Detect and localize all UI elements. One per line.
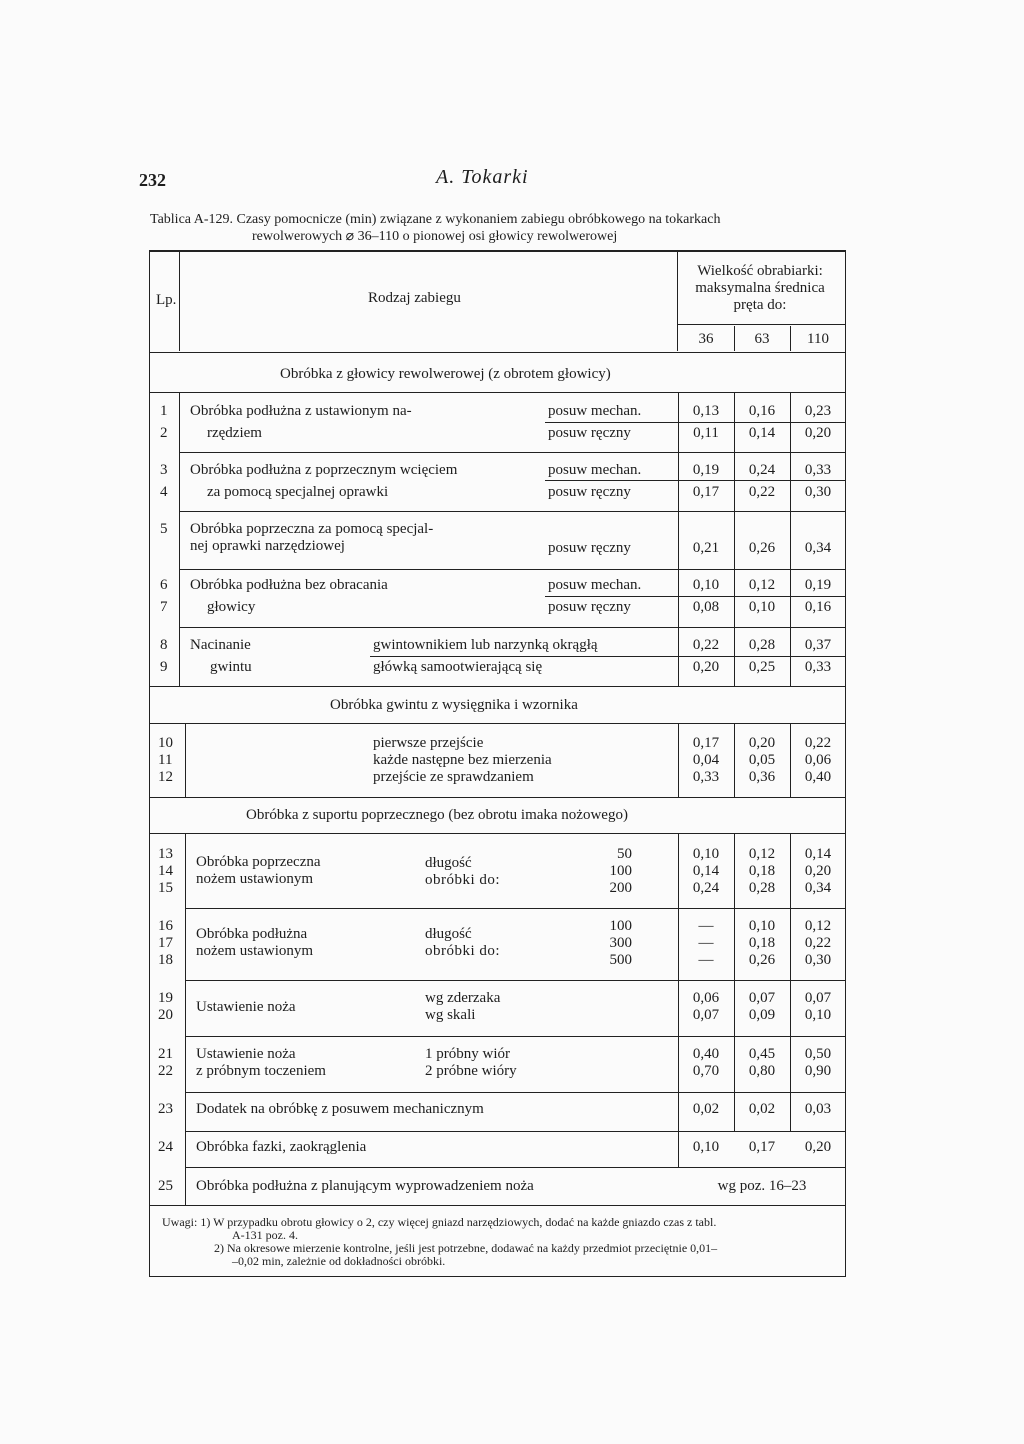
row-9-mode: główką samootwierającą się [373,659,543,675]
row-1-text: Obróbka podłużna z ustawionym na- [190,403,412,419]
row-25-text: Obróbka podłużna z planującym wyprowadzeniem noża [196,1178,534,1194]
row-9-value-63: 0,25 [748,659,776,675]
row-9-value-110: 0,33 [804,659,832,675]
rows-21-22-values-63: 0,45 0,80 [748,1046,776,1079]
row-8-lp: 8 [160,637,168,653]
header-size-36: 36 [698,331,714,347]
header-wielkosc-line1: Wielkość obrabiarki: [697,263,823,279]
rows-16-18-text-line1: Obróbka podłużna [196,926,308,942]
header-lp: Lp. [156,292,177,308]
section-heading-glowica: Obróbka z głowicy rewolwerowej (z obrotem głowicy) [280,366,611,382]
row-1-mode: posuw mechan. [548,403,642,419]
row-3-value-110: 0,33 [804,462,832,478]
row-6-value-110: 0,19 [804,577,832,593]
header-size-63: 63 [754,331,770,347]
row-8-mode: gwintownikiem lub narzynką okrągłą [373,637,598,653]
header-wielkosc-line3: pręta do: [733,297,787,313]
page-number: 232 [139,170,166,190]
row-8-value-63: 0,28 [748,637,776,653]
row-4-value-36: 0,17 [692,484,720,500]
row-9-text: gwintu [210,659,252,675]
rows-13-15-lengths: 50 100 200 [609,846,632,896]
row-6-value-36: 0,10 [692,577,720,593]
table-caption-line2: rewolwerowych ⌀ 36–110 o pionowej osi głowicy rewolwerowej [252,229,618,244]
row-5-value-63: 0,26 [748,540,776,556]
row-2-value-63: 0,14 [748,425,776,441]
section-heading-gwint: Obróbka gwintu z wysięgnika i wzornika [330,697,578,713]
row-24-value-36: 0,10 [692,1139,720,1155]
rows-13-15-values-36: 0,10 0,14 0,24 [692,846,720,896]
row-25-lp: 25 [158,1178,173,1194]
rows-16-18-lengths: 100 300 500 [609,918,632,968]
running-head: A. Tokarki [436,166,529,188]
row-23-value-63: 0,02 [748,1101,776,1117]
rows-19-20-values-36: 0,06 0,07 [692,990,720,1023]
note-2: 2) Na okresowe mierzenie kontrolne, jeśli jest potrzebne, dodawać na każdy przedmiot przeciętnie 0,01– [214,1241,718,1255]
row-2-lp: 2 [160,425,168,441]
row-6-text: Obróbka podłużna bez obracania [190,577,388,593]
row-3-lp: 3 [160,462,168,478]
header-wielkosc-line2: maksymalna średnica [695,280,825,296]
row-9-value-36: 0,20 [692,659,720,675]
row-7-value-63: 0,10 [748,599,776,615]
row-5-text-line1: Obróbka poprzeczna za pomocą specjal- [190,521,434,537]
row-4-value-63: 0,22 [748,484,776,500]
rows-10-12-modes: pierwsze przejście każde następne bez mierzenia przejście ze sprawdzaniem [373,735,552,785]
row-3-text: Obróbka podłużna z poprzecznym wcięciem [190,462,458,478]
rows-16-18-values-63: 0,10 0,18 0,26 [748,918,776,968]
header-size-110: 110 [807,331,829,347]
row-1-value-110: 0,23 [804,403,832,419]
row-2-value-36: 0,11 [693,425,719,441]
rows-16-18-mode-line1: długość [425,926,472,942]
row-23-value-110: 0,03 [804,1101,832,1117]
row-6-lp: 6 [160,577,168,593]
row-1-value-63: 0,16 [748,403,776,419]
rows-13-15-values-63: 0,12 0,18 0,28 [748,846,776,896]
rows-16-18-lp: 16 17 18 [158,918,173,968]
rows-21-22-lp: 21 22 [158,1046,173,1079]
rows-13-15-text-line1: Obróbka poprzeczna [196,854,321,870]
row-5-value-110: 0,34 [804,540,832,556]
rows-21-22-values-36: 0,40 0,70 [692,1046,720,1079]
row-3-mode: posuw mechan. [548,462,642,478]
row-4-text: za pomocą specjalnej oprawki [207,484,389,500]
row-3-value-63: 0,24 [748,462,776,478]
row-8-text: Nacinanie [190,637,251,653]
row-23-text: Dodatek na obróbkę z posuwem mechanicznym [196,1101,484,1117]
note-1-continued: A-131 poz. 4. [232,1228,298,1242]
row-24-text: Obróbka fazki, zaokrąglenia [196,1139,367,1155]
row-1-value-36: 0,13 [692,403,720,419]
row-5-mode: posuw ręczny [548,540,631,556]
row-7-value-36: 0,08 [692,599,720,615]
row-7-mode: posuw ręczny [548,599,631,615]
rows-21-22-text: Ustawienie noża z próbnym toczeniem [196,1046,326,1079]
rows-19-20-modes: wg zderzaka wg skali [425,990,501,1023]
rows-13-15-mode-line1: długość [425,855,472,871]
row-4-lp: 4 [160,484,168,500]
rows-19-20-lp: 19 20 [158,990,173,1023]
rows-13-15-values-110: 0,14 0,20 0,34 [804,846,832,896]
rows-10-12-values-36: 0,17 0,04 0,33 [692,735,720,785]
row-23-value-36: 0,02 [692,1101,720,1117]
rows-16-18-mode-line2: obróbki do: [425,943,501,959]
rows-16-18-values-110: 0,12 0,22 0,30 [804,918,832,968]
row-7-value-110: 0,16 [804,599,832,615]
row-6-value-63: 0,12 [748,577,776,593]
row-24-value-63: 0,17 [748,1139,776,1155]
row-4-mode: posuw ręczny [548,484,631,500]
rows-10-12-lp: 10 11 12 [158,735,173,785]
rows-19-20-text: Ustawienie noża [196,999,296,1015]
row-6-mode: posuw mechan. [548,577,642,593]
row-25-reference: wg poz. 16–23 [717,1178,807,1194]
row-24-value-110: 0,20 [804,1139,832,1155]
rows-10-12-values-63: 0,20 0,05 0,36 [748,735,776,785]
section-heading-suport: Obróbka z suportu poprzecznego (bez obrotu imaka nożowego) [246,807,628,823]
row-2-value-110: 0,20 [804,425,832,441]
rows-10-12-values-110: 0,22 0,06 0,40 [804,735,832,785]
rows-21-22-modes: 1 próbny wiór 2 próbne wióry [425,1046,517,1079]
row-2-mode: posuw ręczny [548,425,631,441]
note-2-continued: –0,02 min, zależnie od dokładności obróbki. [232,1254,446,1268]
rows-19-20-values-110: 0,07 0,10 [804,990,832,1023]
row-4-value-110: 0,30 [804,484,832,500]
rows-19-20-values-63: 0,07 0,09 [748,990,776,1023]
row-7-text: głowicy [207,599,256,615]
rows-13-15-lp: 13 14 15 [158,846,173,896]
row-1-lp: 1 [160,403,168,419]
header-rodzaj-zabiegu: Rodzaj zabiegu [368,290,461,306]
rows-16-18-text-line2: nożem ustawionym [196,943,314,959]
row-5-lp: 5 [160,521,168,537]
row-9-lp: 9 [160,659,168,675]
row-7-lp: 7 [160,599,168,615]
row-8-value-36: 0,22 [692,637,720,653]
row-3-value-36: 0,19 [692,462,720,478]
rows-21-22-values-110: 0,50 0,90 [804,1046,832,1079]
rows-13-15-mode-line2: obróbki do: [425,872,501,888]
row-2-text: rzędziem [207,425,262,441]
row-5-text-line2: nej oprawki narzędziowej [190,538,345,554]
row-24-lp: 24 [158,1139,173,1155]
rows-16-18-values-36: — — — [698,918,714,968]
note-1: Uwagi: 1) W przypadku obrotu głowicy o 2, czy więcej gniazd narzędziowych, dodać na każde gniazdo czas z tabl. [162,1215,717,1229]
row-23-lp: 23 [158,1101,173,1117]
row-8-value-110: 0,37 [804,637,832,653]
table-caption-line1: Tablica A-129. Czasy pomocnicze (min) związane z wykonaniem zabiegu obróbkowego na tokarkach [150,212,721,227]
row-5-value-36: 0,21 [692,540,720,556]
rows-13-15-text-line2: nożem ustawionym [196,871,314,887]
